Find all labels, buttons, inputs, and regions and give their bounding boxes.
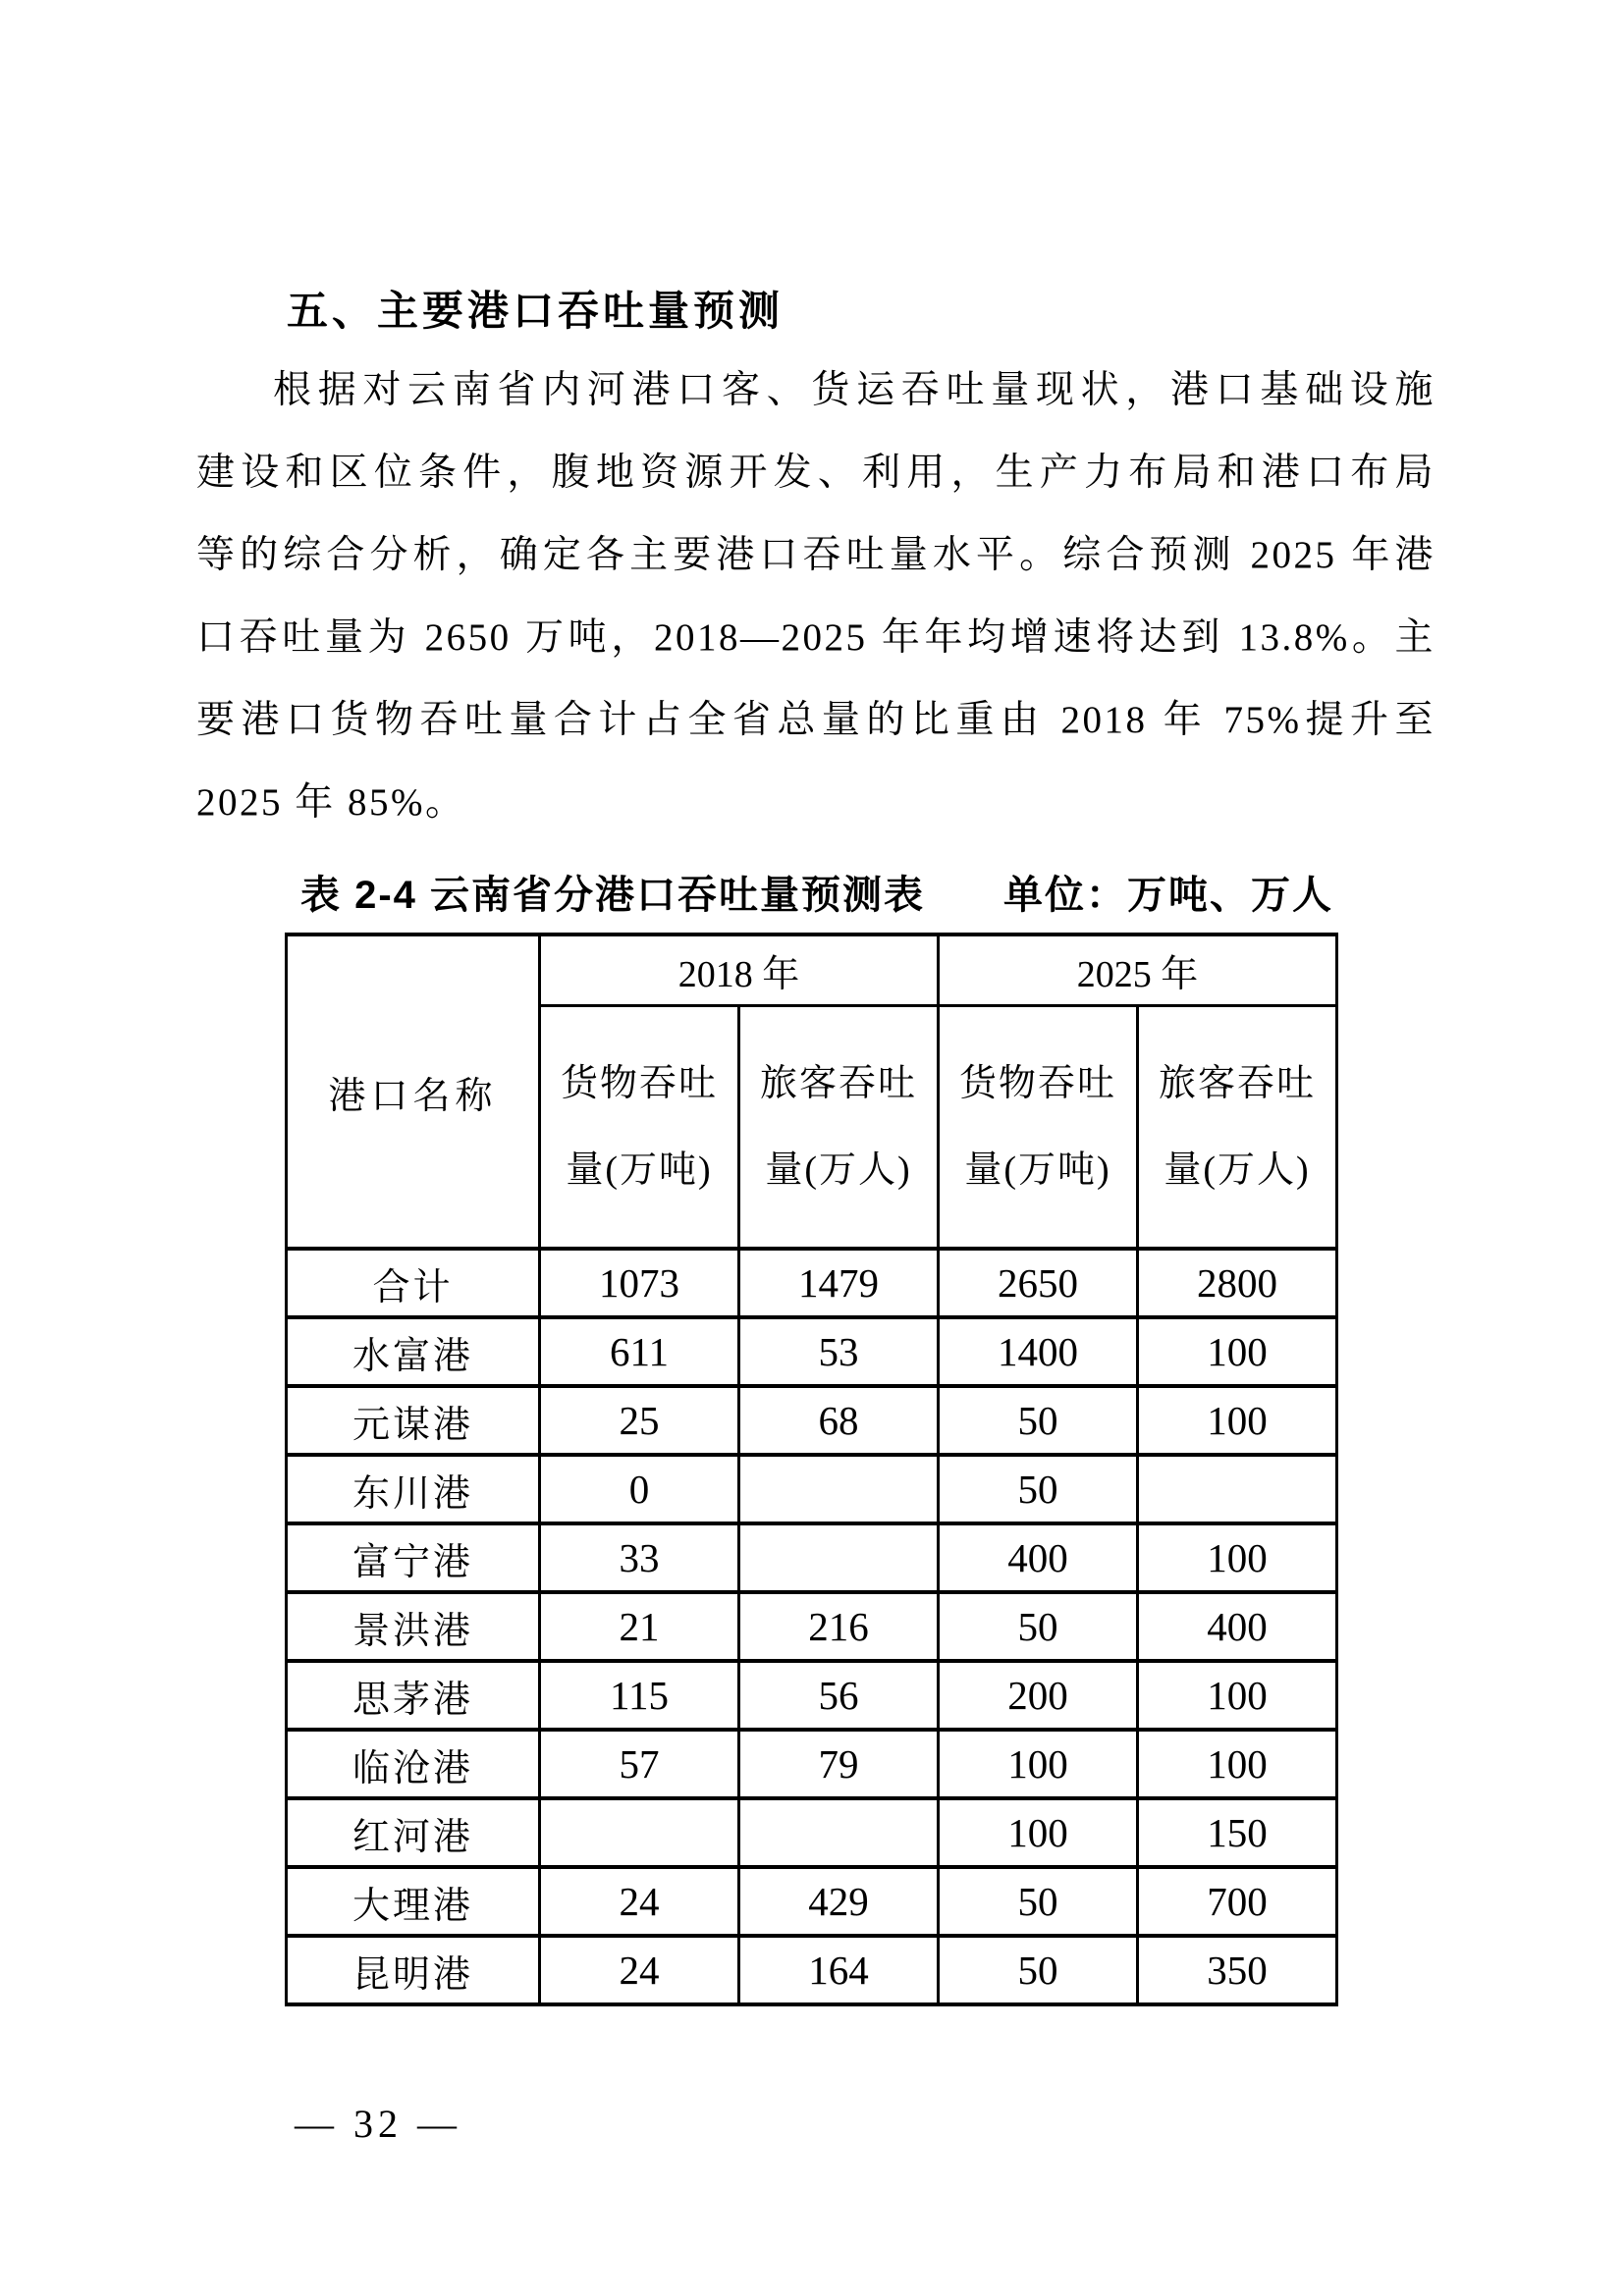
value-cell: 1073 xyxy=(540,1249,739,1317)
value-cell: 200 xyxy=(939,1661,1138,1730)
table-header xyxy=(287,934,1337,1249)
value-cell: 56 xyxy=(739,1661,939,1730)
table-row xyxy=(287,1317,1337,1386)
value-cell: 0 xyxy=(540,1455,739,1523)
paragraph-line: 要港口货物吞吐量合计占全省总量的比重由 2018 年 75%提升至 xyxy=(196,699,1435,741)
port-name-cell: 昆明港 xyxy=(287,1936,540,2004)
value-cell: 50 xyxy=(939,1936,1138,2004)
value-cell: 50 xyxy=(939,1386,1138,1455)
value-cell: 100 xyxy=(1138,1523,1337,1592)
value-cell: 53 xyxy=(739,1317,939,1386)
value-cell xyxy=(739,1455,939,1523)
table-row xyxy=(287,1936,1337,2004)
page-number: — 32 — xyxy=(295,2102,461,2146)
table-row xyxy=(287,1386,1337,1455)
value-cell: 100 xyxy=(1138,1661,1337,1730)
paragraph-line: 建设和区位条件，腹地资源开发、利用，生产力布局和港口布局 xyxy=(196,452,1435,494)
value-cell: 57 xyxy=(540,1730,739,1798)
port-name-cell: 东川港 xyxy=(287,1455,540,1523)
value-cell: 25 xyxy=(540,1386,739,1455)
header-cargo-2018: 货物吞吐量(万吨) xyxy=(540,1005,739,1249)
value-cell: 79 xyxy=(739,1730,939,1798)
port-name-cell: 景洪港 xyxy=(287,1592,540,1661)
table-row xyxy=(287,1798,1337,1867)
value-cell: 21 xyxy=(540,1592,739,1661)
header-year-2018: 2018 年 xyxy=(540,934,939,1005)
value-cell: 700 xyxy=(1138,1867,1337,1936)
header-year-2025: 2025 年 xyxy=(939,934,1337,1005)
header-cargo-2025: 货物吞吐量(万吨) xyxy=(939,1005,1138,1249)
value-cell: 100 xyxy=(1138,1386,1337,1455)
value-cell: 150 xyxy=(1138,1798,1337,1867)
value-cell: 2650 xyxy=(939,1249,1138,1317)
table-row xyxy=(287,1523,1337,1592)
value-cell: 1400 xyxy=(939,1317,1138,1386)
table-row xyxy=(287,1592,1337,1661)
table-row xyxy=(287,1249,1337,1317)
port-name-cell: 红河港 xyxy=(287,1798,540,1867)
value-cell: 33 xyxy=(540,1523,739,1592)
value-cell xyxy=(739,1798,939,1867)
port-name-cell: 富宁港 xyxy=(287,1523,540,1592)
section-heading: 五、主要港口吞吐量预测 xyxy=(287,288,785,334)
value-cell: 2800 xyxy=(1138,1249,1337,1317)
table-caption xyxy=(285,864,1335,920)
value-cell: 400 xyxy=(939,1523,1138,1592)
value-cell xyxy=(739,1523,939,1592)
port-name-cell: 思茅港 xyxy=(287,1661,540,1730)
table-row xyxy=(287,1867,1337,1936)
table-row xyxy=(287,1661,1337,1730)
paragraph-line: 根据对云南省内河港口客、货运吞吐量现状，港口基础设施 xyxy=(273,369,1435,411)
value-cell: 1479 xyxy=(739,1249,939,1317)
value-cell: 100 xyxy=(939,1798,1138,1867)
port-name-cell: 水富港 xyxy=(287,1317,540,1386)
value-cell: 50 xyxy=(939,1455,1138,1523)
value-cell: 24 xyxy=(540,1867,739,1936)
paragraph-line: 2025 年 85%。 xyxy=(196,781,466,824)
port-name-cell: 临沧港 xyxy=(287,1730,540,1798)
paragraph-line: 等的综合分析，确定各主要港口吞吐量水平。综合预测 2025 年港 xyxy=(196,534,1435,576)
value-cell: 164 xyxy=(739,1936,939,2004)
value-cell: 100 xyxy=(939,1730,1138,1798)
port-name-cell: 元谋港 xyxy=(287,1386,540,1455)
table-body xyxy=(287,1249,1337,2004)
value-cell xyxy=(1138,1455,1337,1523)
header-passenger-2018: 旅客吞吐量(万人) xyxy=(739,1005,939,1249)
table-caption-unit: 单位：万吨、万人 xyxy=(1003,874,1333,917)
header-passenger-2025: 旅客吞吐量(万人) xyxy=(1138,1005,1337,1249)
value-cell: 429 xyxy=(739,1867,939,1936)
value-cell: 400 xyxy=(1138,1592,1337,1661)
value-cell: 68 xyxy=(739,1386,939,1455)
paragraph-line: 口吞吐量为 2650 万吨，2018—2025 年年均增速将达到 13.8%。主 xyxy=(196,616,1435,659)
value-cell: 50 xyxy=(939,1592,1138,1661)
header-port-name: 港口名称 xyxy=(287,934,540,1249)
value-cell: 216 xyxy=(739,1592,939,1661)
table-header-year-row xyxy=(287,934,1337,1005)
table-row xyxy=(287,1455,1337,1523)
body-paragraph xyxy=(196,349,1435,844)
value-cell: 115 xyxy=(540,1661,739,1730)
port-throughput-table xyxy=(285,933,1338,2006)
value-cell: 24 xyxy=(540,1936,739,2004)
port-name-cell: 大理港 xyxy=(287,1867,540,1936)
value-cell: 100 xyxy=(1138,1317,1337,1386)
value-cell: 350 xyxy=(1138,1936,1337,2004)
port-name-cell: 合计 xyxy=(287,1249,540,1317)
table-caption-title: 表 2-4 云南省分港口吞吐量预测表 xyxy=(300,874,926,917)
value-cell: 611 xyxy=(540,1317,739,1386)
table-row xyxy=(287,1730,1337,1798)
value-cell: 50 xyxy=(939,1867,1138,1936)
value-cell xyxy=(540,1798,739,1867)
value-cell: 100 xyxy=(1138,1730,1337,1798)
